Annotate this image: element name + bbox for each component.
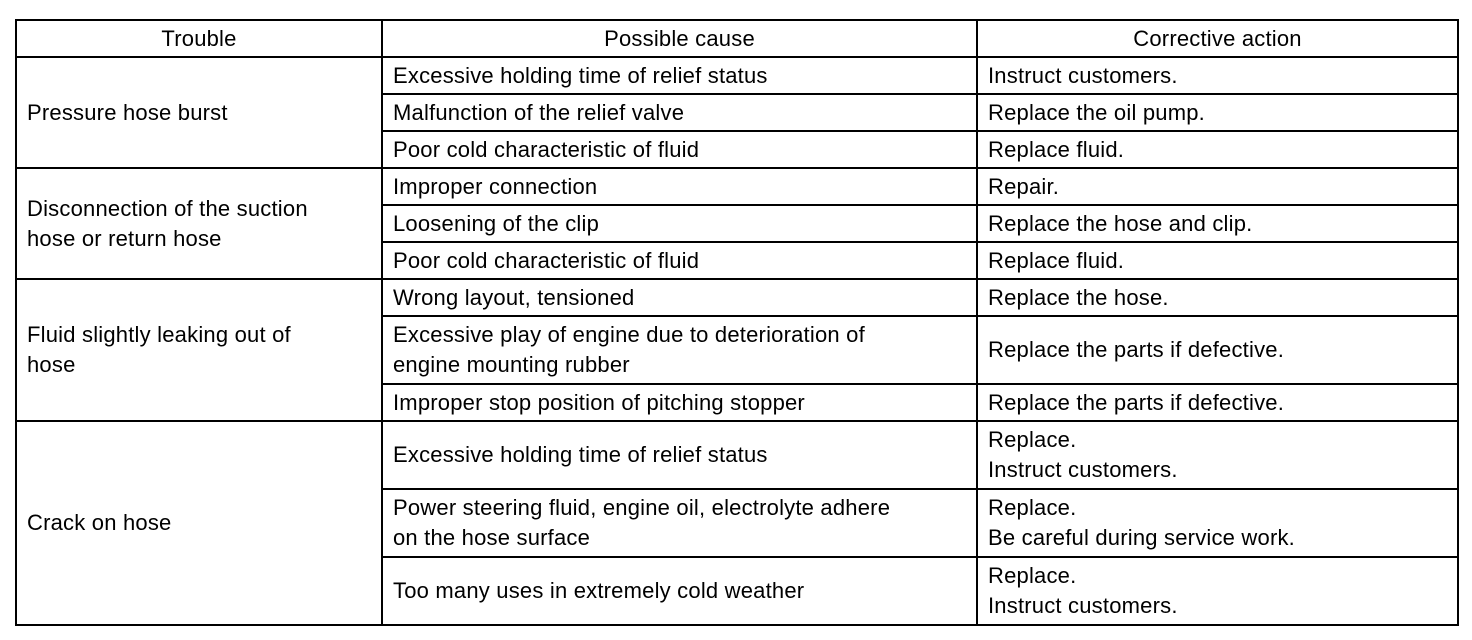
cause-cell: Poor cold characteristic of fluid [382,131,977,168]
cause-cell: Poor cold characteristic of fluid [382,242,977,279]
troubleshooting-table [15,19,1459,626]
action-cell: Replace the hose and clip. [977,205,1458,242]
action-cell: Repair. [977,168,1458,205]
trouble-cell: Disconnection of the suction hose or return hose [16,168,382,279]
header-possible-cause: Possible cause [382,20,977,57]
action-cell: Replace. Be careful during service work. [977,489,1458,557]
action-cell: Replace the hose. [977,279,1458,316]
table-row [16,57,1458,94]
cause-cell: Excessive holding time of relief status [382,421,977,489]
header-corrective-action: Corrective action [977,20,1458,57]
cause-cell: Improper stop position of pitching stopper [382,384,977,421]
action-cell: Instruct customers. [977,57,1458,94]
trouble-cell: Fluid slightly leaking out of hose [16,279,382,421]
table-row [16,279,1458,316]
cause-cell: Malfunction of the relief valve [382,94,977,131]
cause-cell: Power steering fluid, engine oil, electrolyte adhere on the hose surface [382,489,977,557]
table-row [16,421,1458,489]
action-cell: Replace the oil pump. [977,94,1458,131]
trouble-cell: Pressure hose burst [16,57,382,168]
cause-cell: Wrong layout, tensioned [382,279,977,316]
cause-cell: Excessive play of engine due to deterioration of engine mounting rubber [382,316,977,384]
header-trouble: Trouble [16,20,382,57]
trouble-cell: Crack on hose [16,421,382,625]
table-row [16,168,1458,205]
action-cell: Replace. Instruct customers. [977,557,1458,625]
cause-cell: Improper connection [382,168,977,205]
action-cell: Replace. Instruct customers. [977,421,1458,489]
action-cell: Replace fluid. [977,131,1458,168]
cause-cell: Too many uses in extremely cold weather [382,557,977,625]
action-cell: Replace the parts if defective. [977,384,1458,421]
cause-cell: Loosening of the clip [382,205,977,242]
cause-cell: Excessive holding time of relief status [382,57,977,94]
action-cell: Replace the parts if defective. [977,316,1458,384]
header-row [16,20,1458,57]
action-cell: Replace fluid. [977,242,1458,279]
